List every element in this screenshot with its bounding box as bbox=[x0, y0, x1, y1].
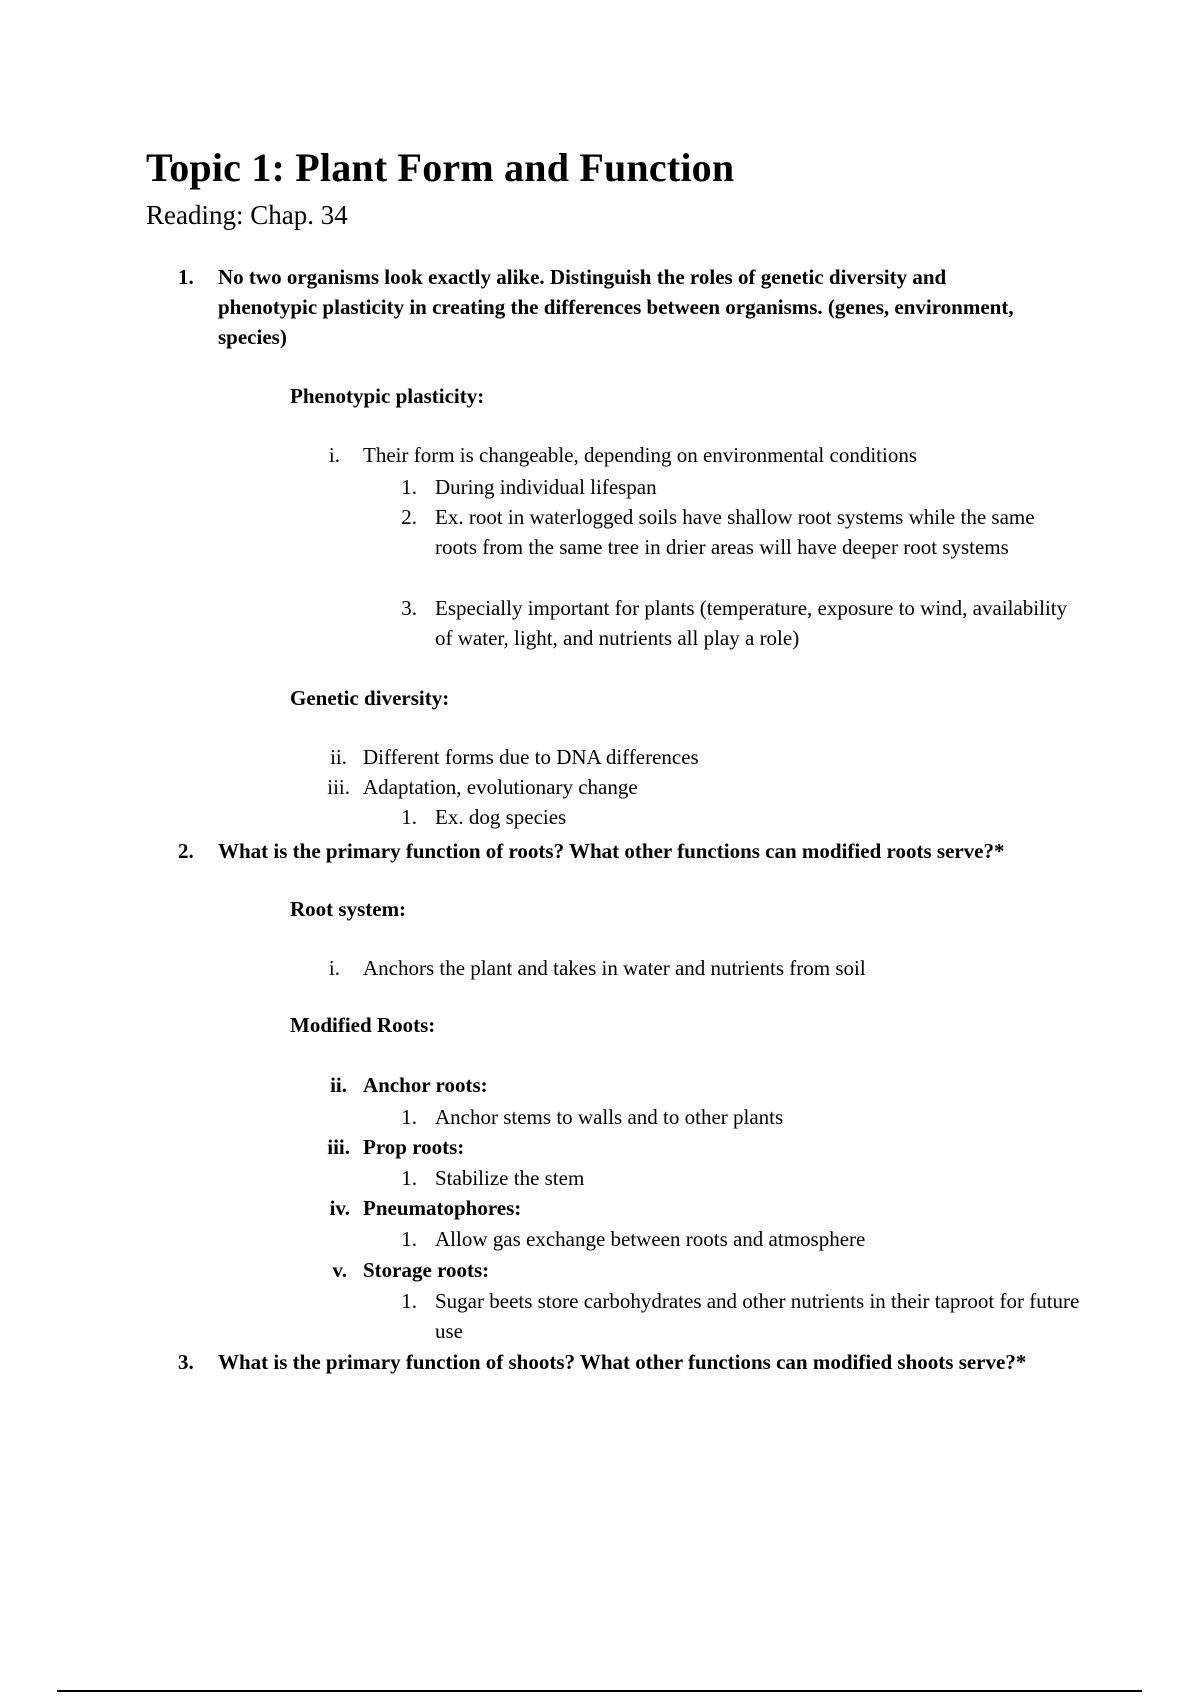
list-marker: 2. bbox=[401, 505, 417, 529]
modified-roots-heading: Modified Roots: bbox=[290, 1013, 436, 1037]
list-item: Anchors the plant and takes in water and nutrients from soil bbox=[363, 956, 866, 980]
question-1-number: 1. bbox=[178, 265, 194, 289]
list-marker: 1. bbox=[401, 805, 417, 829]
list-marker: v. bbox=[332, 1258, 347, 1282]
anchor-roots-label: Anchor roots: bbox=[363, 1073, 488, 1097]
pneumatophores-label: Pneumatophores: bbox=[363, 1196, 522, 1220]
list-marker: iii. bbox=[327, 1135, 350, 1159]
list-item: During individual lifespan bbox=[435, 475, 657, 499]
list-item: Adaptation, evolutionary change bbox=[363, 775, 638, 799]
list-marker: 1. bbox=[401, 475, 417, 499]
list-item: Different forms due to DNA differences bbox=[363, 745, 699, 769]
list-item: Stabilize the stem bbox=[435, 1166, 585, 1190]
list-marker: 1. bbox=[401, 1105, 417, 1129]
list-item: Ex. root in waterlogged soils have shallow root systems while the same roots from the same tree in drier areas will have deeper root systems bbox=[435, 505, 1035, 559]
question-1-text: No two organisms look exactly alike. Distinguish the roles of genetic diversity and phenotypic plasticity in creating the differences between organisms. (genes, environment, species) bbox=[218, 265, 1014, 349]
prop-roots-label: Prop roots: bbox=[363, 1135, 465, 1159]
list-item: Allow gas exchange between roots and atmosphere bbox=[435, 1227, 866, 1251]
list-marker: 1. bbox=[401, 1166, 417, 1190]
storage-roots-label: Storage roots: bbox=[363, 1258, 490, 1282]
list-item: Sugar beets store carbohydrates and other nutrients in their taproot for future use bbox=[435, 1289, 1080, 1343]
list-item: Anchor stems to walls and to other plants bbox=[435, 1105, 784, 1129]
reading-subtitle: Reading: Chap. 34 bbox=[146, 200, 348, 230]
phenotypic-plasticity-heading: Phenotypic plasticity: bbox=[290, 384, 485, 408]
page-title: Topic 1: Plant Form and Function bbox=[146, 145, 735, 190]
question-2-text: What is the primary function of roots? What other functions can modified roots serve?* bbox=[218, 839, 1005, 863]
question-3-text: What is the primary function of shoots? What other functions can modified shoots serve?* bbox=[218, 1350, 1027, 1374]
list-marker: 1. bbox=[401, 1289, 417, 1313]
list-item: Their form is changeable, depending on environmental conditions bbox=[363, 443, 918, 467]
question-2-number: 2. bbox=[178, 839, 194, 863]
genetic-diversity-heading: Genetic diversity: bbox=[290, 686, 450, 710]
footer-rule bbox=[57, 1690, 1142, 1692]
list-marker: iii. bbox=[327, 775, 350, 799]
list-marker: 3. bbox=[401, 596, 417, 620]
list-marker: ii. bbox=[330, 745, 347, 769]
list-marker: 1. bbox=[401, 1227, 417, 1251]
list-item: Especially important for plants (temperature, exposure to wind, availability of water, light, and nutrients all play a role) bbox=[435, 596, 1068, 650]
question-3-number: 3. bbox=[178, 1350, 194, 1374]
list-marker: iv. bbox=[329, 1196, 350, 1220]
list-item: Ex. dog species bbox=[435, 805, 567, 829]
list-marker: ii. bbox=[330, 1073, 347, 1097]
list-marker: i. bbox=[328, 443, 340, 467]
list-marker: i. bbox=[328, 956, 340, 980]
root-system-heading: Root system: bbox=[290, 897, 407, 921]
